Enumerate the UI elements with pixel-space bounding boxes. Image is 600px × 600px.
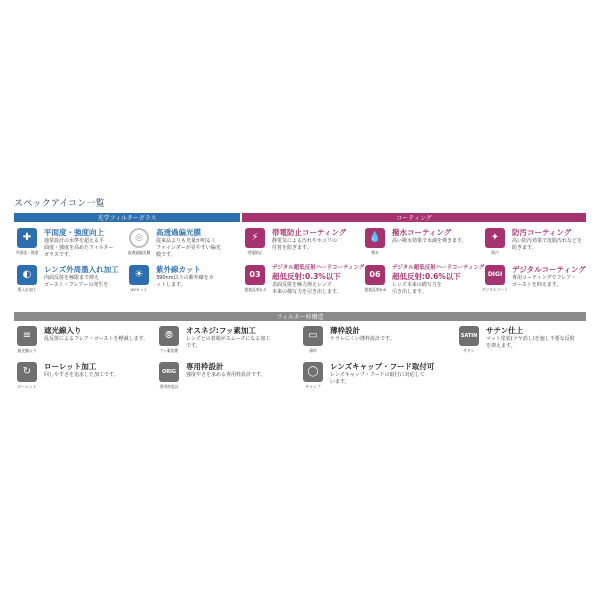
antifouling-icon: ✦: [485, 228, 505, 248]
section-header-optical-glass: 光学フィルターガラス: [14, 213, 240, 222]
satin-icon: SATIN: [459, 326, 479, 346]
thin-frame-icon: ▭: [303, 326, 323, 346]
section-header-filter-frame: フィルター枠構造: [14, 312, 586, 321]
knurling-icon: ↻: [17, 362, 37, 382]
lightning-icon: ⚡: [245, 228, 265, 248]
shielding-lines-icon: ≡: [17, 326, 37, 346]
polarizer-ring-icon: ◎: [129, 228, 149, 248]
flatness-plus-icon: ✚: [17, 228, 37, 248]
water-drop-icon: 💧: [365, 228, 385, 248]
spec-water-repellent: 💧 撥水 撥水コーティング 高い撥水効果で水滴を弾きます。: [362, 228, 467, 256]
spec-edge-blackening: ◐ 墨入れ加工 レンズ外周墨入れ加工 内面反射を極限まで抑え ゴースト・フレアーの発生を: [17, 265, 119, 292]
spec-thin-frame: ▭ 薄枠 薄枠設計 ケラレにくい薄枠設計です。: [300, 326, 395, 354]
reflection-03-icon: 03: [245, 265, 265, 285]
reflection-06-icon: 06: [365, 265, 385, 285]
spec-ultra-low-reflection-03: 03 超低反射0.3 デジタル超低反射ハードコーティング 超低反射:0.3%以下 表面反射を極力抑えレンズ 本来の描写力を引き出します。: [244, 265, 365, 295]
spec-cap-hood-mount: ◯ キャップ レンズキャップ・フード取付可 レンズキャップ・フードの取付に対応して います。: [300, 362, 434, 390]
section-header-coating: コーティング: [242, 213, 586, 222]
digital-coat-icon: DIGI: [485, 265, 505, 285]
spec-knurling: ↻ ローレット ローレット加工 回しやすさを追求した加工です。: [17, 362, 119, 389]
spec-antistatic: ⚡ 帯電防止 帯電防止コーティング 静電気による汚れやホコリの 付着を防ぎます。: [242, 228, 346, 256]
uv-cut-icon: ☀: [129, 265, 149, 285]
spec-ultra-low-reflection-06: 06 超低反射0.6 デジタル超低反射ハードコーティング 超低反射:0.6%以下 レンズ本来の描写力を 引き出します。: [364, 265, 485, 295]
lens-cap-icon: ◯: [303, 362, 323, 382]
spec-satin-finish: SATIN サテン サテン仕上 マット塗装(ツヤ消し)を施し不要な反射 を抑えます。: [460, 326, 575, 353]
spec-uv-cut: ☀ UVカット 紫外線カット 390nm以下の紫外線をカ ットします。: [130, 265, 214, 292]
spec-light-shielding: ≡ 遮光腺入り 遮光線入り 乱反射によるフレア・ゴーストを軽減します。: [17, 326, 149, 353]
edge-blackening-icon: ◐: [17, 265, 37, 285]
dedicated-frame-icon: ORIG: [159, 362, 179, 382]
thread-icon: ⦾: [159, 326, 179, 346]
spec-antifouling: ✦ 防汚 防汚コーティング 高い防汚効果で皮脂汚れなどを 防ぎます。: [482, 228, 582, 256]
spec-dedicated-frame: ORIG 専用枠設計 専用枠設計 強度やさを求める専用枠設計です。: [159, 362, 266, 389]
page-title: スペックアイコン一覧: [14, 199, 105, 209]
spec-fluorine-thread: ⦾ フッ素処理 オスネジ:フッ素加工 レンズとの着脱がスムーズになる加工 です。: [159, 326, 271, 353]
spec-flatness-strength: ✚ 平面度・強度 平面度・強度向上 通常設計の水準を超える平 面度・強度を高めたフィルター ガラスです。: [15, 228, 114, 258]
spec-high-transmission-polarizer: ◎ 高透過偏光膜 高透過偏光膜 従来品よりも光量が明るく ファインダーが見やすい偏光 膜です。: [127, 228, 221, 258]
spec-digital-coating: DIGI デジタルコート デジタルコーティング 専用コーティングでフレア・ ゴーストを抑えます。: [481, 265, 586, 292]
